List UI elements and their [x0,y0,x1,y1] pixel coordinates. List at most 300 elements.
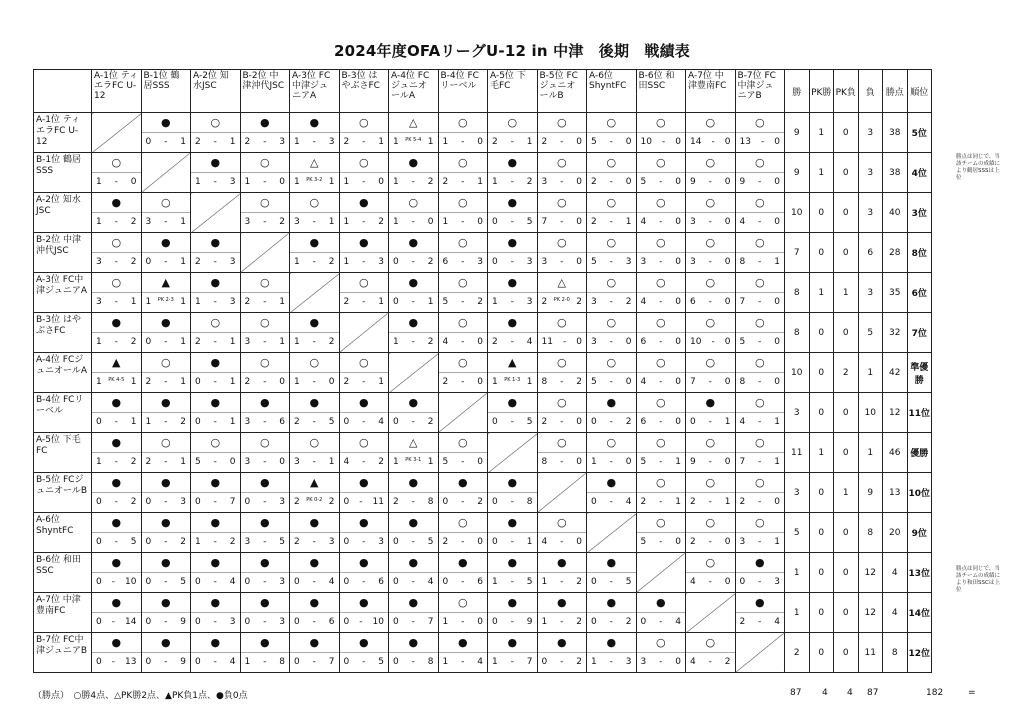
match-cell [92,313,142,353]
result-symbol: ● [389,553,438,573]
result-symbol: ● [587,593,636,613]
match-score [241,653,290,672]
result-symbol: ○ [637,273,686,293]
column-header-stat: 負 [858,70,883,113]
goals-for: 0 [442,497,449,507]
stat-pkl: 0 [834,113,859,153]
result-symbol: ● [241,633,290,653]
goals-for: 1 [195,537,201,547]
dash: - [708,297,712,307]
goals-against: 3 [526,257,533,267]
result-symbol: ○ [241,193,290,213]
self-match-cell [92,113,142,153]
goals-against: 5 [526,417,533,427]
dash: - [758,337,762,347]
dash: - [114,537,118,547]
match-cell [636,193,686,233]
goals-against: 0 [724,337,731,347]
goals-for: 2 [591,217,597,227]
match-score [92,173,141,192]
goals-for: 0 [145,577,152,587]
dash: - [213,137,217,147]
goals-against: 8 [427,657,434,667]
result-symbol: ● [191,353,240,373]
match-score [340,653,389,672]
goals-against: 0 [477,137,483,147]
goals-against: 4 [229,657,236,667]
goals-against: 0 [724,577,731,587]
match-score [637,413,686,432]
match-score [241,293,290,312]
dash: - [609,217,613,227]
dash: - [362,657,366,667]
match-cell [92,273,142,313]
goals-against: 2 [180,537,186,547]
result-symbol: ▲ [290,473,339,493]
goals-for: 7 [739,457,746,467]
goals-against: 2 [130,337,137,347]
goals-for: 0 [393,617,399,627]
goals-for: 1 [492,297,498,307]
result-symbol: ● [191,553,240,573]
goals-against: 4 [229,577,236,587]
dash: - [609,417,613,427]
goals-against: 3 [328,137,335,147]
match-score [637,493,686,512]
goals-for: 0 [492,417,498,427]
stat-w: 7 [785,233,810,273]
match-score [538,173,587,192]
totals-equals: = [968,688,976,698]
match-cell [686,433,736,473]
result-symbol: ● [290,593,339,613]
result-symbol: ▲ [92,353,141,373]
match-cell [141,553,191,593]
goals-against: 2 [477,297,483,307]
dash: - [609,457,613,467]
goals-against: 3 [526,297,533,307]
result-symbol: ○ [587,353,636,373]
result-symbol: ● [142,513,191,533]
match-cell [686,193,736,233]
match-cell [191,313,241,353]
result-symbol: ○ [538,153,587,173]
match-score [686,493,735,512]
dash: - [659,617,663,627]
goals-against: 0 [774,137,780,147]
match-cell [587,153,637,193]
result-symbol: ○ [241,153,290,173]
goals-against: 2 [130,497,137,507]
table-row [34,633,932,673]
column-header-team: B-1位 鶴居SSS [141,70,191,113]
goals-for: 5 [442,457,449,467]
dash: - [411,537,415,547]
match-score [587,453,636,472]
goals-against: 3 [229,177,236,187]
result-symbol: ○ [241,433,290,453]
goals-against: 2 [576,297,582,307]
result-symbol: ○ [587,153,636,173]
dash: - [312,217,316,227]
rank: 4位 [907,153,932,193]
match-cell [488,153,538,193]
goals-against: 2 [427,177,434,187]
match-cell [636,153,686,193]
result-symbol: ○ [736,313,785,333]
result-symbol: ● [488,393,537,413]
goals-for: 2 [145,377,152,387]
result-symbol: ○ [439,193,488,213]
dash: - [114,297,118,307]
match-cell [141,513,191,553]
dash: - [461,257,465,267]
goals-for: 0 [492,497,498,507]
result-symbol: ● [488,193,537,213]
goals-against: 2 [576,617,582,627]
goals-against: 0 [625,337,632,347]
result-symbol: ● [340,593,389,613]
dash: - [659,337,663,347]
dash: - [560,257,564,267]
match-cell [191,233,241,273]
goals-against: 2 [130,257,137,267]
goals-against: 10 [372,617,384,627]
match-cell [290,393,340,433]
goals-against: 3 [279,617,285,627]
tiebreak-note-b6: 勝点は同じで、当該チームの成績により和田SSCは上位 [956,566,1001,593]
stat-pts: 28 [883,233,908,273]
goals-against: 0 [675,137,681,147]
result-symbol: ○ [587,193,636,213]
match-cell [587,273,637,313]
rank: 5位 [907,113,932,153]
goals-for: 2 [492,337,498,347]
match-score [389,293,438,312]
goals-for: 2 [294,497,300,507]
table-row [34,433,932,473]
stat-w: 3 [785,473,810,513]
result-symbol: ● [439,473,488,493]
result-symbol: ● [340,633,389,653]
goals-against: 14 [125,617,137,627]
match-score [538,613,587,632]
dash: - [609,337,613,347]
goals-for: 2 [541,417,548,427]
stat-pkw: 0 [809,233,834,273]
dash: - [461,177,465,187]
self-match-cell [488,433,538,473]
match-score [290,373,339,392]
goals-against: 0 [427,217,434,227]
result-symbol: ○ [637,353,686,373]
match-score [736,213,785,232]
goals-against: 0 [328,377,335,387]
match-cell [587,473,637,513]
match-cell [636,233,686,273]
match-cell [389,593,439,633]
row-header-team: A-2位 知水JSC [34,193,92,233]
match-score [290,653,339,672]
match-score [736,493,785,512]
result-symbol: ○ [736,473,785,493]
goals-against: 1 [675,457,681,467]
result-symbol: ○ [340,153,389,173]
dash: - [362,217,366,227]
dash: - [609,377,613,387]
goals-for: 0 [393,417,399,427]
goals-against: 1 [130,297,137,307]
goals-against: 1 [229,417,236,427]
dash: - [263,617,267,627]
match-score [389,613,438,632]
match-score [92,373,141,392]
match-cell [141,433,191,473]
goals-against: 3 [774,577,780,587]
match-score [191,493,240,512]
stat-pts: 13 [883,473,908,513]
column-header-team: A-1位 ティエラFC U-12 [92,70,142,113]
result-symbol: ▲ [142,273,191,293]
goals-for: 0 [96,617,102,627]
match-score [340,413,389,432]
dash: - [609,297,613,307]
goals-for: 0 [591,617,597,627]
dash: - [312,577,316,587]
stat-w: 8 [785,273,810,313]
match-cell [636,113,686,153]
goals-for: 3 [294,457,300,467]
table-row [34,593,932,633]
goals-against: 5 [625,577,632,587]
goals-against: 2 [724,657,731,667]
match-score [538,333,587,352]
match-score [439,213,488,232]
result-symbol: ● [389,233,438,253]
match-cell [92,593,142,633]
goals-against: 1 [180,137,186,147]
dash: - [312,457,316,467]
dash: - [263,377,267,387]
goals-for: 0 [343,417,350,427]
goals-for: 10 [690,337,702,347]
dash: - [758,297,762,307]
goals-against: 2 [576,377,582,387]
goals-against: 0 [724,217,731,227]
match-cell [92,353,142,393]
dash: - [411,177,415,187]
goals-against: 5 [526,577,533,587]
pk-score: PK 3-1 [405,457,422,463]
match-cell [191,633,241,673]
goals-against: 0 [675,257,681,267]
goals-for: 3 [690,257,696,267]
match-score [92,413,141,432]
dash: - [164,417,168,427]
goals-against: 2 [427,257,434,267]
match-cell [141,313,191,353]
stat-w: 8 [785,313,810,353]
goals-against: 1 [526,137,533,147]
goals-for: 0 [195,657,201,667]
match-cell [587,393,637,433]
self-match-cell [191,193,241,233]
stat-pkl: 0 [834,393,859,433]
match-score [142,493,191,512]
goals-against: 3 [477,257,483,267]
goals-against: 13 [125,657,137,667]
stat-pkl: 0 [834,513,859,553]
result-symbol: ○ [538,233,587,253]
self-match-cell [240,233,290,273]
result-symbol: ● [191,473,240,493]
result-symbol: ○ [92,273,141,293]
dash: - [711,337,715,347]
column-header-team: B-3位 はやぶさFC [339,70,389,113]
goals-for: 0 [145,657,152,667]
goals-against: 1 [378,377,384,387]
goals-for: 0 [195,377,201,387]
result-symbol: ○ [340,273,389,293]
goals-for: 1 [442,657,449,667]
goals-for: 0 [492,217,498,227]
result-symbol: ○ [191,113,240,133]
match-cell [438,553,488,593]
match-score [686,653,735,672]
match-score [736,133,785,152]
row-header-team: A-1位 ティエラFC U-12 [34,113,92,153]
result-symbol: ○ [142,433,191,453]
goals-for: 0 [591,577,597,587]
stat-l: 1 [858,353,883,393]
goals-for: 1 [393,457,399,467]
result-symbol: ● [191,593,240,613]
stat-pkl: 0 [834,233,859,273]
goals-against: 4 [477,657,483,667]
result-symbol: ○ [686,113,735,133]
match-score [736,253,785,272]
match-cell [141,113,191,153]
match-score [439,493,488,512]
result-symbol: ● [340,473,389,493]
match-score [290,453,339,472]
dash: - [659,217,663,227]
goals-against: 0 [477,537,483,547]
result-symbol: ● [92,553,141,573]
match-cell [438,513,488,553]
dash: - [263,457,267,467]
result-symbol: ○ [488,113,537,133]
goals-against: 8 [279,657,285,667]
goals-for: 0 [294,577,300,587]
dash: - [609,137,613,147]
match-score [488,413,537,432]
match-score [290,133,339,152]
dash: - [114,337,118,347]
goals-against: 5 [378,657,384,667]
goals-for: 9 [690,177,696,187]
match-score [736,613,785,632]
match-cell [686,633,736,673]
stat-pts: 42 [883,353,908,393]
goals-for: 3 [96,297,102,307]
dash: - [263,137,267,147]
dash: - [560,657,564,667]
goals-for: 4 [640,377,647,387]
result-symbol: ● [92,633,141,653]
stat-l: 12 [858,553,883,593]
match-score [587,293,636,312]
goals-against: 2 [625,297,632,307]
result-symbol: ● [92,393,141,413]
goals-against: 1 [774,257,780,267]
match-cell [735,153,785,193]
dash: - [758,257,762,267]
stat-l: 3 [858,153,883,193]
dash: - [164,537,168,547]
dash: - [758,417,762,427]
match-score [389,133,438,152]
goals-for: 0 [294,617,300,627]
dash: - [312,377,316,387]
row-header-team: B-7位 FC中津ジュニアB [34,633,92,673]
result-symbol: ● [92,433,141,453]
goals-for: 5 [591,377,597,387]
dash: - [213,497,217,507]
goals-for: 1 [393,137,399,147]
result-symbol: ● [290,393,339,413]
match-score [637,333,686,352]
match-cell [488,193,538,233]
match-cell [537,193,587,233]
goals-for: 7 [541,217,548,227]
table-row [34,153,932,193]
dash: - [461,657,465,667]
match-cell [587,113,637,153]
result-symbol: ● [191,393,240,413]
goals-against: 0 [625,457,632,467]
goals-for: 2 [442,177,449,187]
match-score [92,333,141,352]
rank: 12位 [907,633,932,673]
match-score [191,293,240,312]
goals-against: 0 [724,297,731,307]
match-cell [686,553,736,593]
stat-pts: 12 [883,393,908,433]
result-symbol: ○ [340,433,389,453]
match-score [142,453,191,472]
dash: - [164,137,168,147]
match-score [142,573,191,592]
match-score [191,133,240,152]
result-symbol: ○ [142,353,191,373]
match-cell [735,233,785,273]
dash: - [263,537,267,547]
match-score [290,613,339,632]
self-match-cell [141,153,191,193]
result-symbol: ○ [686,433,735,453]
stat-l: 1 [858,433,883,473]
goals-against: 1 [180,217,186,227]
match-cell [339,153,389,193]
row-header-team: B-6位 和田SSC [34,553,92,593]
match-cell [389,273,439,313]
match-cell [488,473,538,513]
goals-for: 3 [244,417,251,427]
dash: - [560,577,564,587]
dash: - [560,217,564,227]
self-match-cell [537,473,587,513]
